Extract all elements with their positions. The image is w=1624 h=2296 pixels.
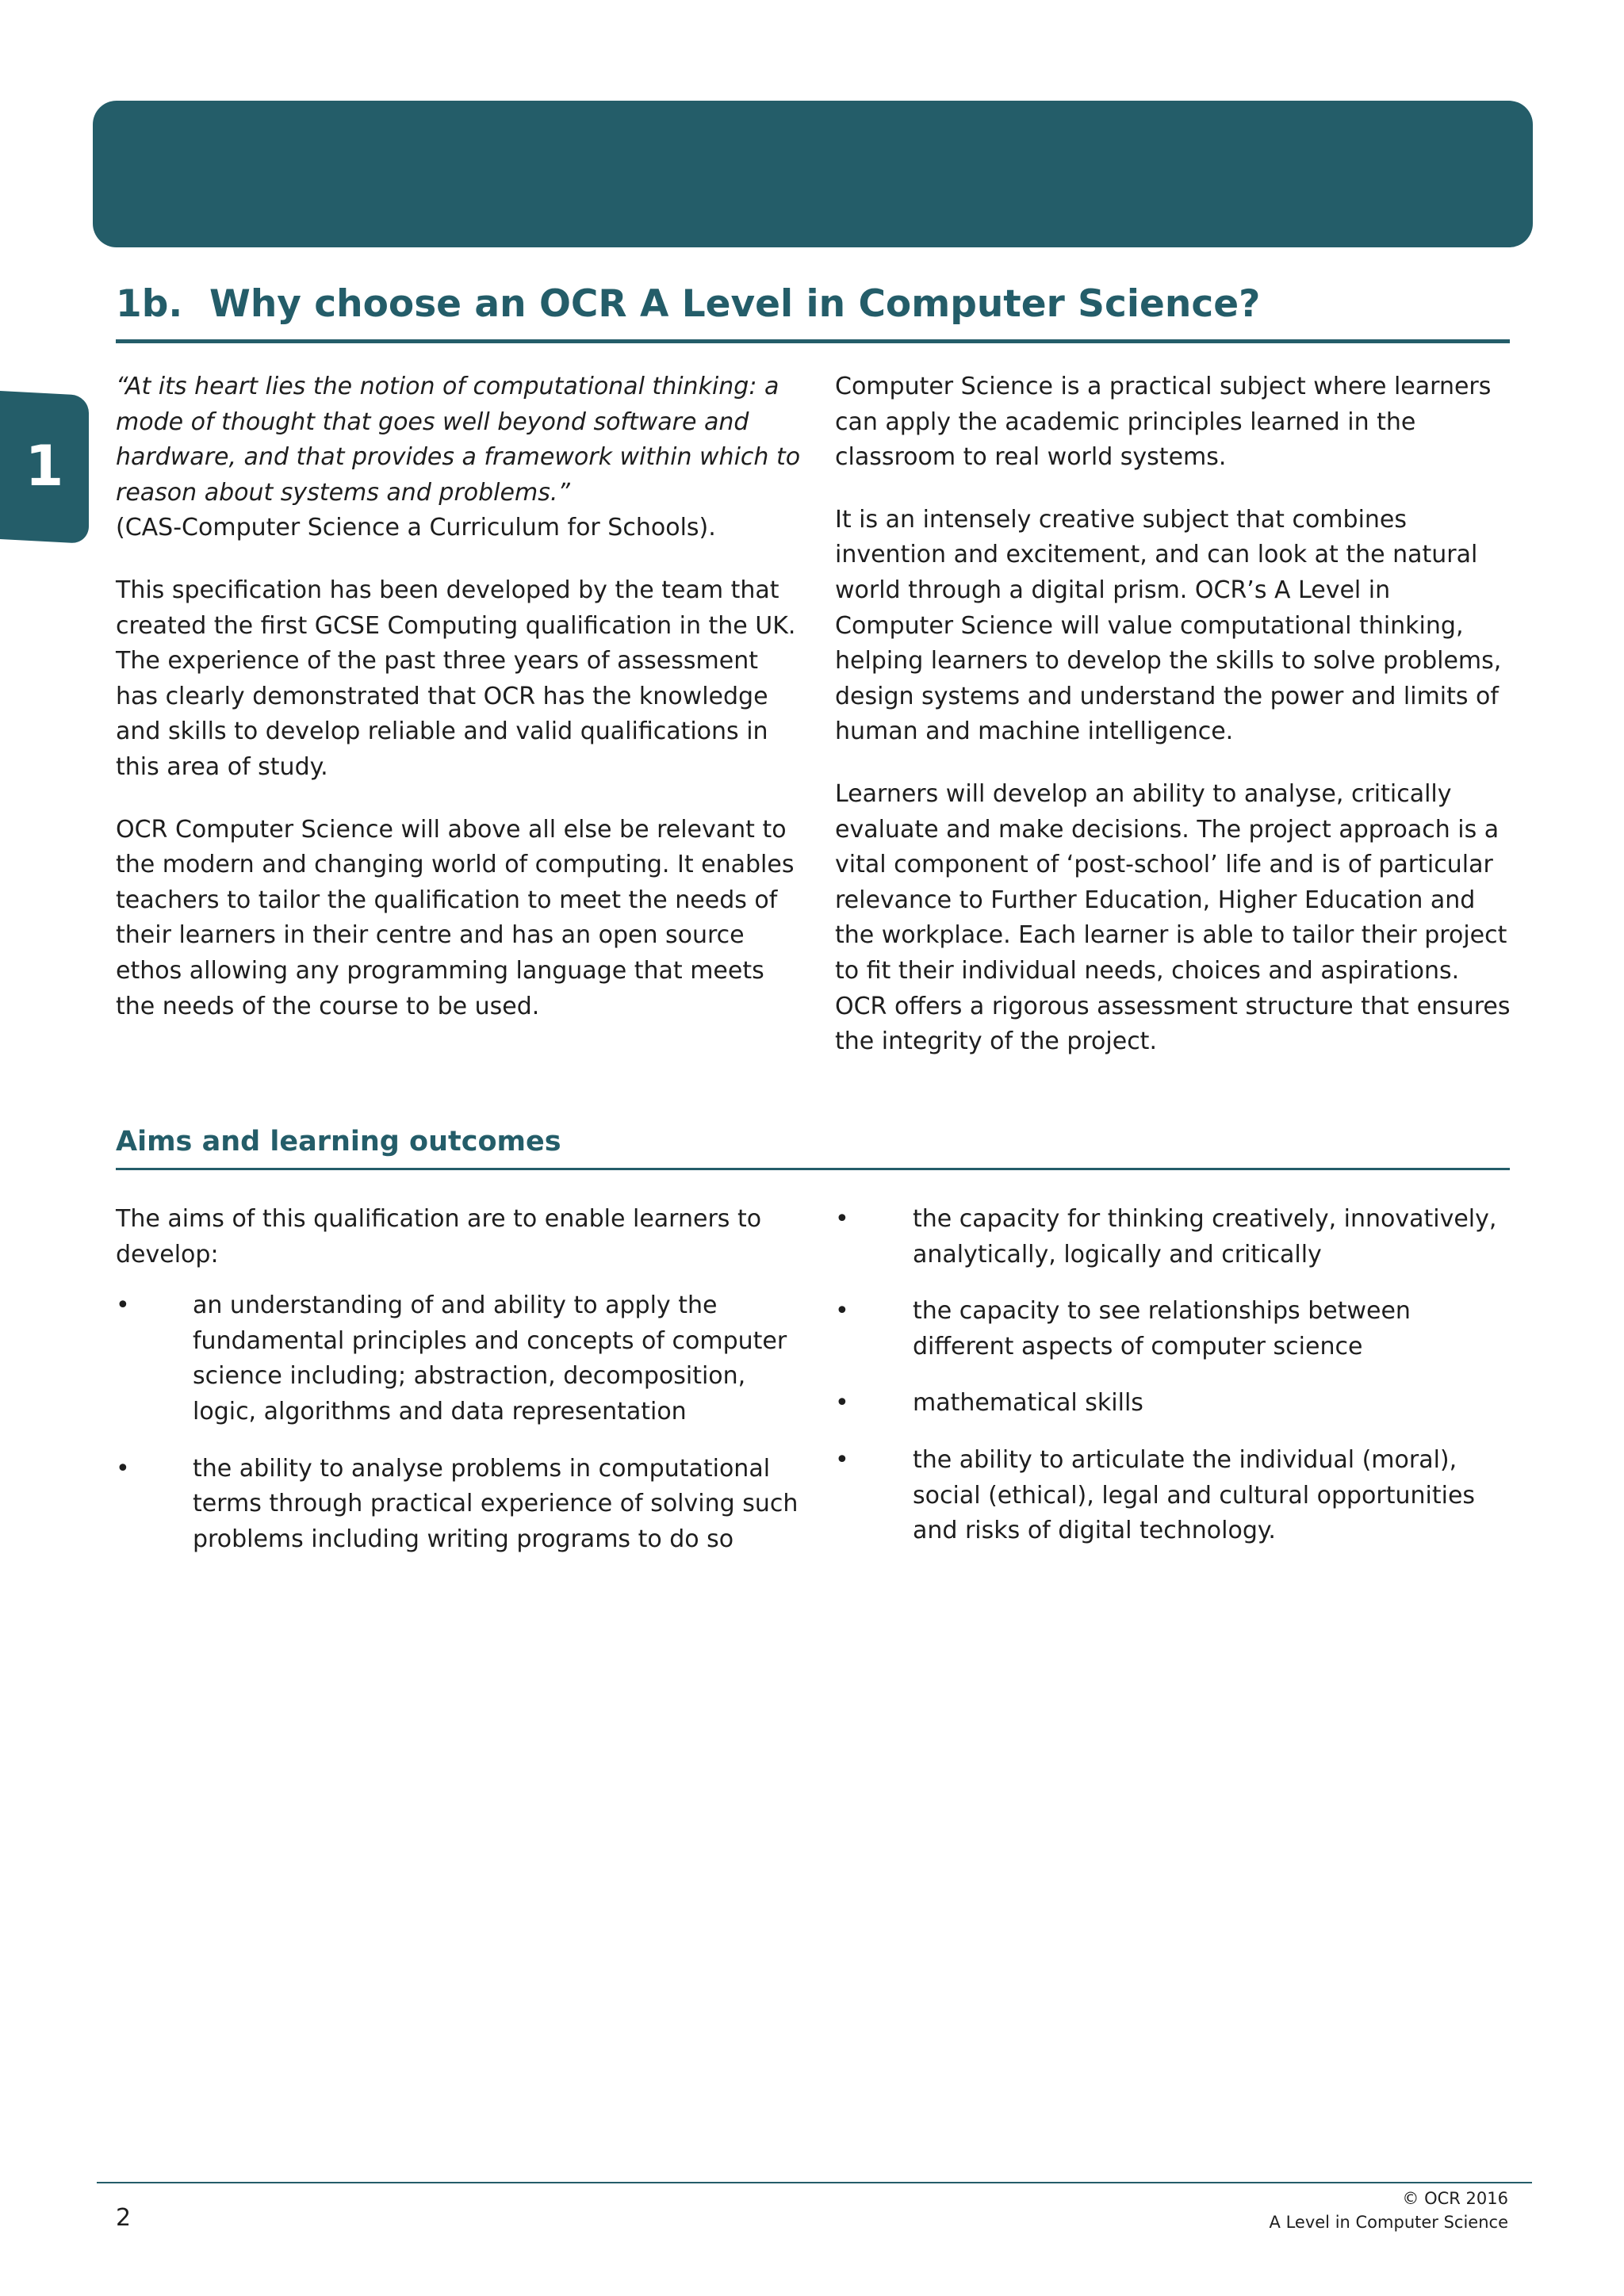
footer-info <box>1270 2187 1508 2234</box>
list-item-text: the ability to analyse problems in computational terms through practical experience of solving such problems including writing programs to do so <box>193 1454 799 1553</box>
section-title: Why choose an OCR A Level in Computer Science? <box>209 282 1261 326</box>
aims-intro: The aims of this qualification are to enable learners to develop: <box>116 1205 762 1269</box>
list-item <box>835 1386 1513 1422</box>
left-paragraph-2: OCR Computer Science will above all else be relevant to the modern and changing world of computing. It enables teachers to tailor the qualification to meet the needs of their learners in their centre and has an open source ethos allowing any programming language that meets the needs of the course to be used. <box>116 815 795 1020</box>
copyright: © OCR 2016 <box>1402 2189 1508 2208</box>
list-item-text: the ability to articulate the individual (moral), social (ethical), legal and cultural opportunities and risks of digital technology. <box>913 1445 1476 1545</box>
bullet-icon: • <box>835 1389 849 1418</box>
bullet-icon: • <box>835 1297 849 1326</box>
heading-rule <box>116 339 1510 343</box>
list-item-text: an understanding of and ability to apply the fundamental principles and concepts of computer science including; abstraction, decomposition, logic, algorithms and data representation <box>193 1292 787 1425</box>
bullet-icon: • <box>116 1292 130 1320</box>
list-item <box>835 1294 1513 1364</box>
right-paragraph-3: Learners will develop an ability to analyse, critically evaluate and make decisions. The project approach is a vital component of ‘post-school’ life and is of particular relevance to Further Education, Higher Education and the workplace. Each learner is able to tailor their project to fit their individual needs, choices and aspirations. OCR offers a rigorous assessment structure that ensures the integrity of the project. <box>835 779 1511 1056</box>
list-item-text: the capacity for thinking creatively, innovatively, analytically, logically and critically <box>913 1205 1497 1269</box>
aims-heading: Aims and learning outcomes <box>116 1126 561 1158</box>
document-title: A Level in Computer Science <box>1269 2213 1508 2232</box>
list-item <box>116 1288 802 1429</box>
right-paragraph-1: Computer Science is a practical subject where learners can apply the academic principles learned in the classroom to real world systems. <box>835 373 1492 472</box>
aims-left-column <box>116 1202 802 1578</box>
bullet-icon: • <box>835 1205 849 1233</box>
aims-right-column <box>835 1202 1513 1571</box>
aims-list-right <box>835 1202 1513 1549</box>
page-number: 2 <box>116 2204 132 2232</box>
list-item <box>116 1452 802 1558</box>
right-column <box>835 369 1513 1087</box>
list-item-text: the capacity to see relationships between different aspects of computer science <box>913 1297 1411 1360</box>
bullet-icon: • <box>116 1454 130 1483</box>
left-paragraph-1: This specification has been developed by the team that created the first GCSE Computing qualification in the UK. The experience of the past three years of assessment has clearly demonstrated that OCR has the knowledge and skills to develop reliable and valid qualifications in this area of study. <box>116 576 796 781</box>
bullet-icon: • <box>835 1445 849 1474</box>
left-column <box>116 369 802 1051</box>
section-tab-number: 1 <box>25 434 64 499</box>
quote-text: “At its heart lies the notion of computational thinking: a mode of thought that goes well beyond software and hardware, and that provides a framework within which to reason about systems and problems.” <box>116 373 801 507</box>
right-paragraph-2: It is an intensely creative subject that combines invention and excitement, and can look at the natural world through a digital prism. OCR’s A Level in Computer Science will value computational thinking, helping learners to develop the skills to solve problems, design systems and understand the power and limits of human and machine intelligence. <box>835 505 1502 746</box>
quote-citation: (CAS-Computer Science a Curriculum for Schools). <box>116 514 716 542</box>
list-item-text: mathematical skills <box>913 1389 1143 1418</box>
list-item <box>835 1443 1513 1549</box>
header-banner <box>93 101 1533 247</box>
aims-list-left <box>116 1288 802 1557</box>
aims-rule <box>116 1168 1510 1170</box>
footer-rule <box>97 2182 1532 2183</box>
list-item <box>835 1202 1513 1272</box>
section-number: 1b. <box>116 282 183 326</box>
section-heading <box>116 279 1511 330</box>
